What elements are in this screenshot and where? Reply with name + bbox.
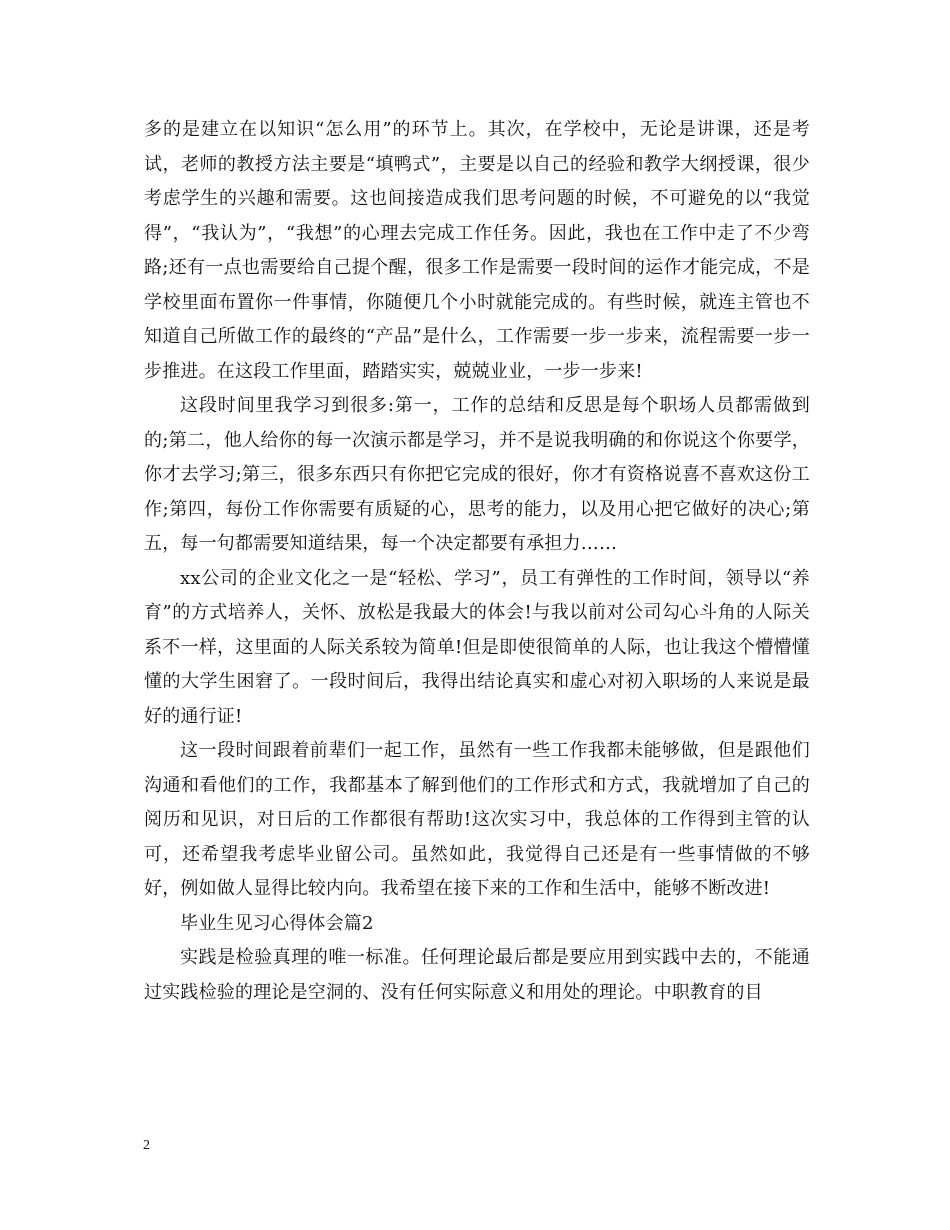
paragraph-working-with-seniors: 这一段时间跟着前辈们一起工作，虽然有一些工作我都未能够做，但是跟他们沟通和看他们的工作，我都基本了解到他们的工作形式和方式，我就增加了自己的阅历和见识，对日后的工作都很有帮助!这次实习中，我总体的工作得到主管的认可，还希望我考虑毕业留公司。虽然如此，我觉得自己还是有一些事情做的不够好，例如做人显得比较内向。我希望在接下来的工作和生活中，能够不断改进! — [144, 740, 810, 899]
page-number: 2 — [143, 1138, 150, 1153]
document-body — [144, 113, 810, 1010]
section-heading: 毕业生见习心得体会篇2 — [180, 912, 374, 934]
paragraph-company-culture: xx公司的企业文化之一是“轻松、学习”，员工有弹性的工作时间，领导以“养育”的方式培养人，关怀、放松是我最大的体会!与我以前对公司勾心斗角的人际关系不一样，这里面的人际关系较为简单!但是即使很简单的人际，也让我这个懵懵懂懂的大学生困窘了。一段时间后，我得出结论真实和虚心对初入职场的人来说是最好的通行证! — [144, 567, 810, 727]
paragraph-continuation: 多的是建立在以知识“怎么用”的环节上。其次，在学校中，无论是讲课，还是考试，老师的教授方法主要是“填鸭式”，主要是以自己的经验和教学大纲授课，很少考虑学生的兴趣和需要。这也间接造成我们思考问题的时候，不可避免的以“我觉得”，“我认为”，“我想”的心理去完成工作任务。因此，我也在工作中走了不少弯路;还有一点也需要给自己提个醒，很多工作是需要一段时间的运作才能完成，不是学校里面布置你一件事情，你随便几个小时就能完成的。有些时候，就连主管也不知道自己所做工作的最终的“产品”是什么，工作需要一步一步来，流程需要一步一步推进。在这段工作里面，踏踏实实，兢兢业业，一步一步来! — [144, 119, 810, 382]
paragraph-learning-points: 这段时间里我学习到很多:第一，工作的总结和反思是每个职场人员都需做到的;第二，他人给你的每一次演示都是学习，并不是说我明确的和你说这个你要学，你才去学习;第三，很多东西只有你把它完成的很好，你才有资格说喜不喜欢这份工作;第四，每份工作你需要有质疑的心，思考的能力，以及用心把它做好的决心;第五，每一句都需要知道结果，每一个决定都要有承担力…… — [144, 395, 810, 554]
paragraph-practice: 实践是检验真理的唯一标准。任何理论最后都是要应用到实践中去的，不能通过实践检验的理论是空洞的、没有任何实际意义和用处的理论。中职教育的目 — [144, 947, 810, 1003]
